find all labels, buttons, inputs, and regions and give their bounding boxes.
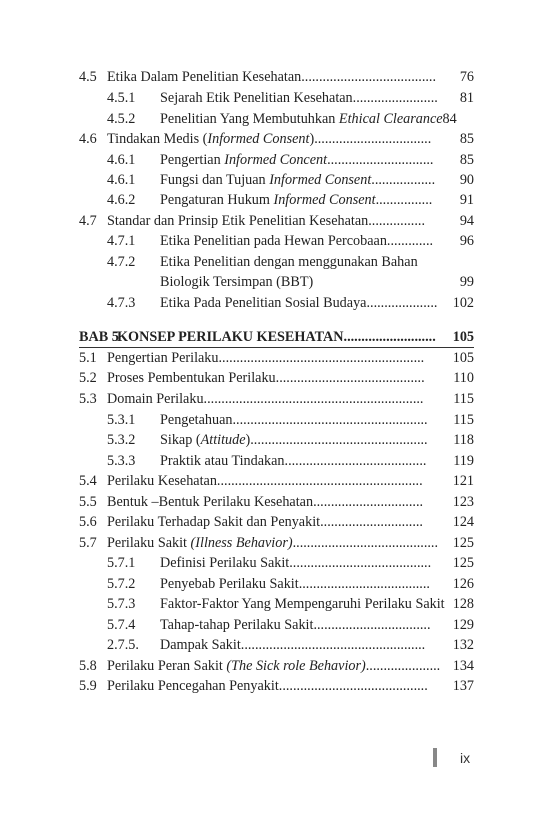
toc-entry-page: 115 [453, 412, 474, 428]
toc-entry-title: Standar dan Prinsip Etik Penelitian Kesehatan................ [107, 213, 425, 229]
toc-entry-number: 5.7 [79, 535, 97, 551]
toc-entry [79, 368, 474, 388]
toc-entry-title: Etika Penelitian pada Hewan Percobaan............. [160, 233, 434, 249]
toc-entry-title: Etika Pada Penelitian Sosial Budaya.................... [160, 295, 438, 311]
toc-entry-number: 5.5 [79, 494, 97, 510]
toc-entry-title: Penelitian Yang Membutuhkan Ethical Clearance84 [160, 111, 457, 127]
toc-entry-page: 110 [453, 370, 474, 386]
toc-entry [79, 492, 474, 512]
toc-entry-page: 94 [459, 213, 474, 229]
toc-entry-page: 91 [459, 192, 474, 208]
toc-entry-title: Pengaturan Hukum Informed Consent................ [160, 192, 433, 208]
toc-entry-title: Pengetahuan....................................................... [160, 412, 428, 428]
toc-entry-number: 4.6.2 [107, 192, 136, 208]
toc-entry-title: Perilaku Kesehatan.......................................................... [107, 473, 423, 489]
toc-entry [107, 635, 474, 655]
toc-entry-page: 125 [452, 555, 474, 571]
toc-entry-title: Faktor-Faktor Yang Mempengaruhi Perilaku Sakit [160, 596, 445, 612]
toc-entry [107, 272, 474, 292]
toc-entry-number: 5.3.3 [107, 453, 136, 469]
toc-entry-page: 121 [452, 473, 474, 489]
toc-entry [79, 348, 474, 368]
toc-entry-title: Tindakan Medis (Informed Consent)................................. [107, 131, 432, 147]
toc-entry [79, 389, 474, 409]
toc-entry-page: 137 [452, 678, 474, 694]
toc-entry-number: 5.9 [79, 678, 97, 694]
toc-entry-title: Sejarah Etik Penelitian Kesehatan........................ [160, 90, 438, 106]
toc-entry-number: 5.7.1 [107, 555, 136, 571]
toc-entry-page: 119 [453, 453, 474, 469]
toc-entry-page: 134 [452, 658, 474, 674]
toc-entry-number: 5.3 [79, 391, 97, 407]
toc-entry-number: 4.6.1 [107, 152, 136, 168]
toc-entry-page: 96 [459, 233, 474, 249]
toc-entry-number: 5.7.4 [107, 617, 136, 633]
toc-entry-title: Pengertian Informed Concent.............................. [160, 152, 434, 168]
toc-entry-page: 124 [452, 514, 474, 530]
toc-entry [107, 293, 474, 313]
toc-entry-page: 85 [459, 152, 474, 168]
toc-entry-number: BAB 5 [79, 329, 119, 345]
toc-entry [79, 676, 474, 696]
toc-entry-title: Domain Perilaku.............................................................. [107, 391, 424, 407]
toc-entry-title: Bentuk –Bentuk Perilaku Kesehatan............................... [107, 494, 424, 510]
toc-entry-number: 5.6 [79, 514, 97, 530]
toc-entry [107, 190, 474, 210]
toc-entry-page: 76 [459, 69, 474, 85]
toc-entry [79, 129, 474, 149]
toc-entry-title: Etika Penelitian dengan menggunakan Bahan [160, 254, 418, 270]
toc-entry [107, 430, 474, 450]
toc-entry-number: 5.8 [79, 658, 97, 674]
toc-entry [79, 656, 474, 676]
toc-entry-number: 4.5.2 [107, 111, 136, 127]
toc-entry-page: 90 [459, 172, 474, 188]
toc-entry-number: 4.6.1 [107, 172, 136, 188]
toc-entry [107, 109, 474, 129]
toc-entry-number: 5.3.1 [107, 412, 136, 428]
toc-entry-page: 102 [452, 295, 474, 311]
toc-entry-title: KONSEP PERILAKU KESEHATAN.......................... [117, 329, 436, 345]
toc-entry [107, 594, 474, 614]
toc-entry-page: 126 [452, 576, 474, 592]
toc-entry [107, 170, 474, 190]
toc-entry [79, 67, 474, 87]
toc-entry-number: 4.7.1 [107, 233, 136, 249]
toc-entry [107, 150, 474, 170]
toc-entry [107, 574, 474, 594]
toc-entry [79, 533, 474, 553]
toc-entry-page: 128 [452, 596, 474, 612]
toc-entry-title: Dampak Sakit.................................................... [160, 637, 426, 653]
toc-entry [107, 88, 474, 108]
toc-entry-number: 5.3.2 [107, 432, 136, 448]
toc-entry [107, 615, 474, 635]
toc-entry-number: 5.7.2 [107, 576, 136, 592]
toc-entry-number: 5.7.3 [107, 596, 136, 612]
page-number: ix [460, 750, 471, 766]
toc-entry-number: 4.7.3 [107, 295, 136, 311]
toc-entry-page: 105 [452, 329, 474, 345]
toc-entry [79, 211, 474, 231]
toc-entry [79, 512, 474, 532]
toc-entry-number: 5.1 [79, 350, 97, 366]
toc-entry-title: Sikap (Attitude).................................................. [160, 432, 428, 448]
toc-entry-page: 105 [452, 350, 474, 366]
toc-entry-title: Perilaku Sakit (Illness Behavior)......................................... [107, 535, 439, 551]
toc-entry [107, 231, 474, 251]
toc-entry-number: 4.7 [79, 213, 97, 229]
toc-entry-number: 4.5 [79, 69, 97, 85]
toc-entry-page: 132 [452, 637, 474, 653]
toc-entry-title: Definisi Perilaku Sakit........................................ [160, 555, 432, 571]
toc-entry-title: Etika Dalam Penelitian Kesehatan...................................... [107, 69, 437, 85]
toc-entry-number: 5.2 [79, 370, 97, 386]
toc-entry [107, 553, 474, 573]
toc-entry-title: Perilaku Peran Sakit (The Sick role Behavior)..................... [107, 658, 441, 674]
toc-entry-number: 4.7.2 [107, 254, 136, 270]
toc-entry [79, 471, 474, 491]
toc-entry-title: Penyebab Perilaku Sakit..................................... [160, 576, 430, 592]
toc-entry-page: 99 [459, 274, 474, 290]
toc-entry-page: 85 [459, 131, 474, 147]
toc-entry-title: Perilaku Terhadap Sakit dan Penyakit............................. [107, 514, 423, 530]
toc-entry [107, 451, 474, 471]
toc-entry-number: 4.5.1 [107, 90, 136, 106]
toc-entry [107, 410, 474, 430]
toc-entry-number: 4.6 [79, 131, 97, 147]
chapter-entry [79, 327, 474, 347]
toc-entry-page: 115 [453, 391, 474, 407]
toc-entry-page: 125 [452, 535, 474, 551]
toc-entry-number: 2.7.5. [107, 637, 139, 653]
toc-entry-page: 123 [452, 494, 474, 510]
toc-entry-page: 118 [453, 432, 474, 448]
toc-entry-page: 129 [452, 617, 474, 633]
toc-entry-title: Tahap-tahap Perilaku Sakit................................. [160, 617, 431, 633]
toc-entry-title: Pengertian Perilaku.......................................................... [107, 350, 425, 366]
toc-entry-title: Fungsi dan Tujuan Informed Consent.................. [160, 172, 436, 188]
toc-entry-page: 81 [459, 90, 474, 106]
toc-entry-title: Biologik Tersimpan (BBT) [160, 274, 314, 290]
toc-entry-number: 5.4 [79, 473, 97, 489]
toc-entry-title: Proses Pembentukan Perilaku.......................................... [107, 370, 425, 386]
page-marker-bar [433, 748, 437, 767]
toc-entry-title: Perilaku Pencegahan Penyakit.......................................... [107, 678, 428, 694]
toc-entry [107, 252, 474, 272]
toc-entry-title: Praktik atau Tindakan........................................ [160, 453, 427, 469]
